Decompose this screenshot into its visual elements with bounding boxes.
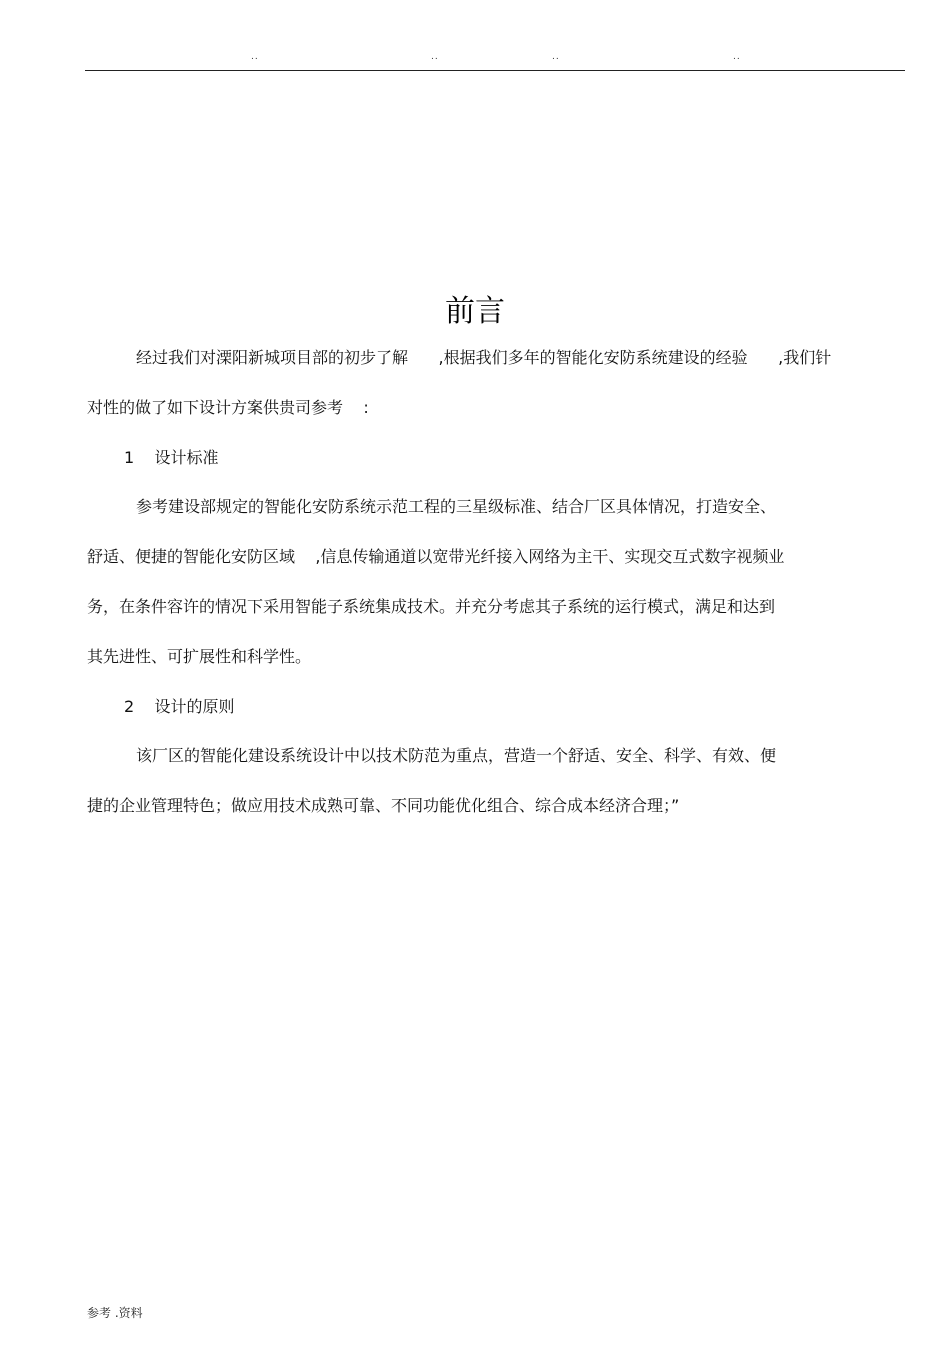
header-mark: .. (431, 52, 439, 62)
header-mark: .. (552, 52, 560, 62)
paragraph-line: 舒适、便捷的智能化安防区域 ,信息传输通道以宽带光纤接入网络为主干、实现交互式数字视频业 (87, 547, 785, 566)
paragraph-line: 捷的企业管理特色；做应用技术成熟可靠、不同功能优化组合、综合成本经济合理；” (87, 796, 680, 815)
header-rule (85, 70, 905, 71)
paragraph-line: 对性的做了如下设计方案供贵司参考 : (87, 398, 369, 417)
header-mark: .. (251, 52, 259, 62)
paragraph-line: 其先进性、可扩展性和科学性。 (87, 647, 312, 666)
paragraph-line: 参考建设部规定的智能化安防系统示范工程的三星级标准、结合厂区具体情况，打造安全、 (136, 497, 777, 516)
page-footer: 参考 .资料 (87, 1306, 143, 1320)
header-mark: .. (733, 52, 741, 62)
paragraph-line: 务，在条件容许的情况下采用智能子系统集成技术。并充分考虑其子系统的运行模式，满足和达到 (87, 597, 776, 616)
paragraph-line: 该厂区的智能化建设系统设计中以技术防范为重点，营造一个舒适、安全、科学、有效、便 (136, 746, 777, 765)
page-title: 前言 (445, 294, 505, 329)
paragraph-line: 经过我们对溧阳新城项目部的初步了解 ,根据我们多年的智能化安防系统建设的经验 ,我们针 (136, 348, 832, 367)
section-heading: 2 设计的原则 (124, 697, 235, 716)
section-heading: 1 设计标准 (124, 448, 219, 467)
